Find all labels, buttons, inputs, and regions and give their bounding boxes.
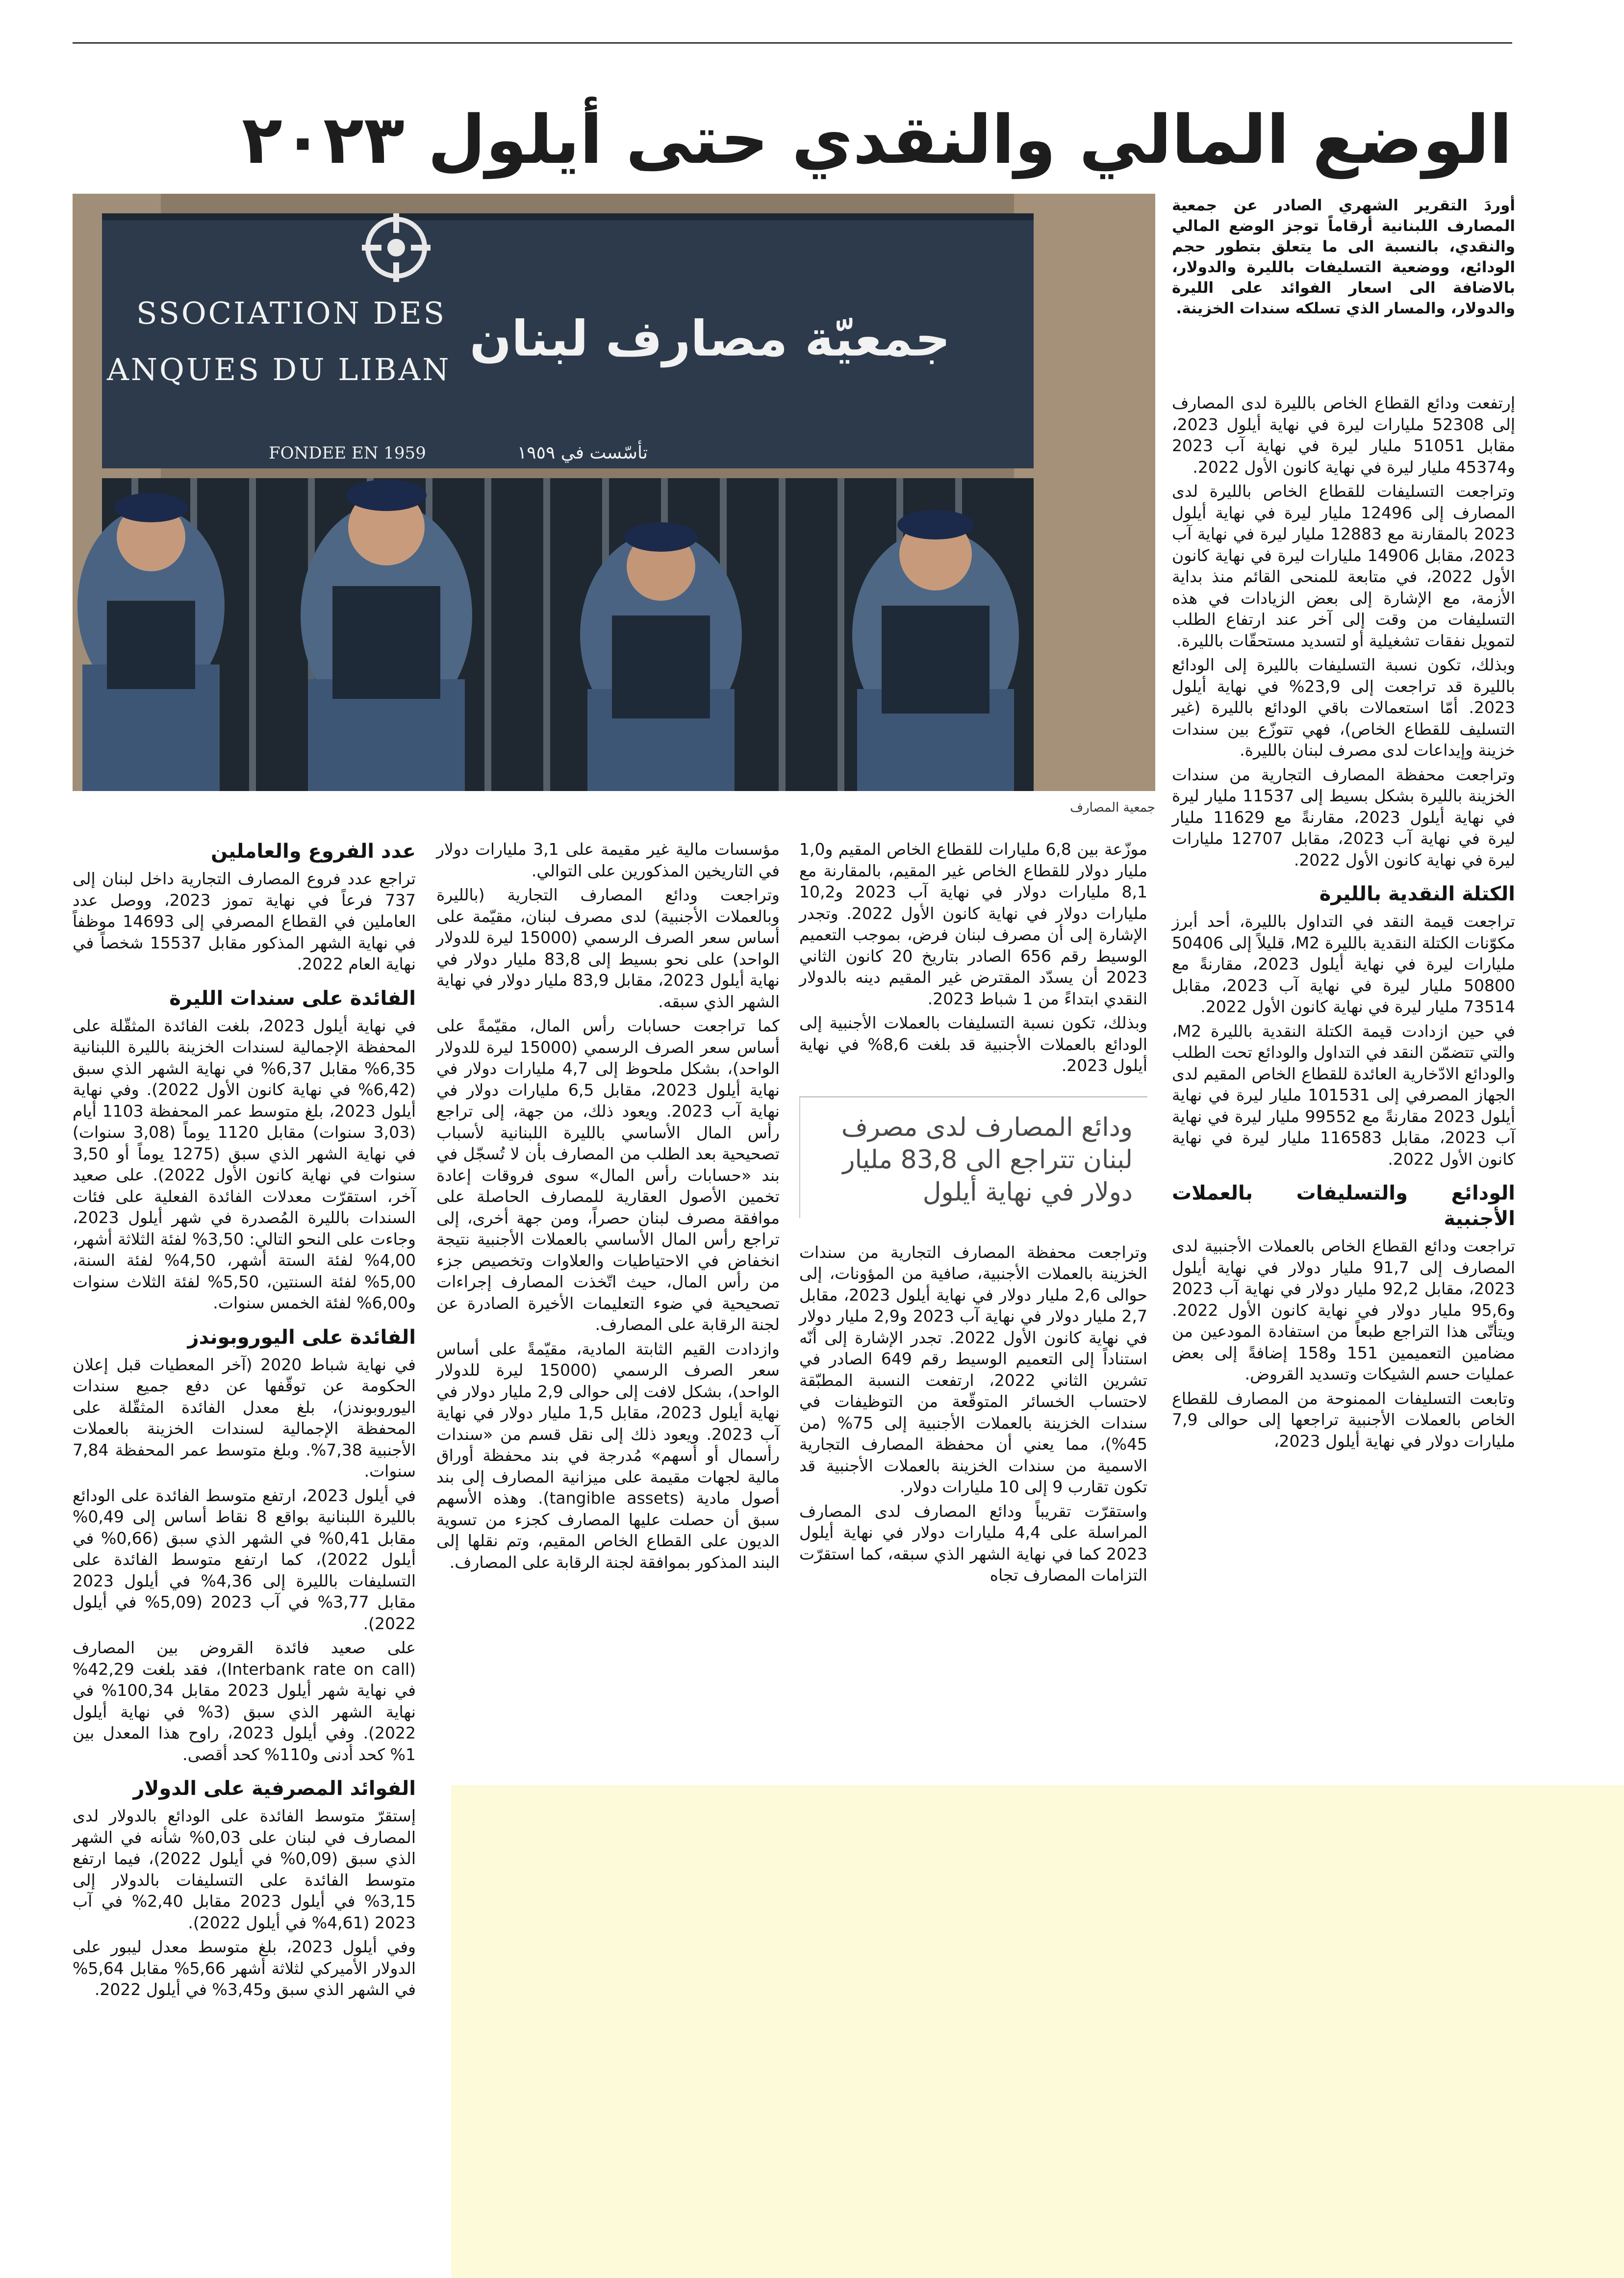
paragraph: في نهاية شباط 2020 (آخر المعطيات قبل إعلان الحكومة عن توقّفها عن دفع جميع سندات اليوروبوندز)، بلغ معدل الفائدة المثقّلة على المحفظة الإجمالية لسندات الخزينة بالعملات الأجنبية 7,38%. وبلغ متوسط عمر المحفظة 7,84 سنوات. (73, 1355, 416, 1481)
section-heading: الفائدة على سندات الليرة (169, 987, 416, 1010)
paragraph: في أيلول 2023، ارتفع متوسط الفائدة على الودائع بالليرة اللبنانية بواقع 8 نقاط أساس إلى 0,49% مقابل 0,41% في الشهر الذي سبق (0,66% في أيلول 2022)، كما ارتفع متوسط الفائدة على التسليفات بالليرة إلى 4,36% في أيلول 2023 مقابل 3,77% في آب 2023 (5,09% في أيلول 2022). (73, 1485, 416, 1633)
guard-figure (77, 493, 225, 791)
article-column-1 (1172, 392, 1515, 1455)
paragraph: تراجعت ودائع القطاع الخاص بالعملات الأجنبية لدى المصارف إلى 91,7 مليار دولار في نهاية أيلول 2023، مقابل 92,2 مليار دولار في نهاية آب 2023 و95,6 مليار دولار في نهاية كانون الأول 2022. ويتأتّى هذا التراجع طبعاً من استفادة المودعين من مضامين التعميمين 151 و158 إضافةً إلى بعض عمليات حسم الشيكات وتسديد القروض. (1172, 1236, 1516, 1383)
paragraph: وتراجعت ودائع المصارف التجارية (بالليرة وبالعملات الأجنبية) لدى مصرف لبنان، مقيّمة على أساس سعر الصرف الرسمي (15000 ليرة للدولار الواحد) على نحو بسيط إلى 83,8 مليار دولار في نهاية أيلول 2023، مقابل 83,9 مليار دولار في نهاية الشهر الذي سبقه. (436, 885, 780, 1011)
article-column-3 (436, 839, 780, 1576)
paragraph: تراجعت قيمة النقد في التداول بالليرة، أحد أبرز مكوّنات الكتلة النقدية بالليرة M2، قليلاً إلى 50406 مليارات ليرة في نهاية أيلول 2023، مقارنةً مع 50800 مليار ليرة في نهاية آب 2023، مقابل 73514 مليار ليرة في نهاية كانون الأول 2022. (1172, 912, 1516, 1016)
paragraph: على صعيد فائدة القروض بين المصارف (Interbank rate on call)، فقد بلغت 42,29% في نهاية شهر أيلول 2023 مقابل 100,34% في نهاية الشهر الذي سبق (3% في نهاية أيلول 2022). وفي أيلول 2023، راوح هذا المعدل بين 1% كحد أدنى و110% كحد أقصى. (73, 1638, 416, 1764)
sign-arabic: جمعيّة مصارف لبنان (469, 310, 951, 367)
sign-french-line1: SSOCIATION DES (136, 295, 447, 331)
sign-tassasat: تأسّست في ١٩٥٩ (517, 443, 648, 463)
section-heading: الفوائد المصرفية على الدولار (133, 1777, 416, 1800)
paragraph: وبذلك، تكون نسبة التسليفات بالليرة إلى الودائع بالليرة قد تراجعت إلى 23,9% في نهاية أيلول 2023. أمّا استعمالات باقي الودائع بالليرة (غير التسليف للقطاع الخاص)، فهي تتوزّع بين سندات خزينة وإيداعات لدى مصرف لبنان بالليرة. (1172, 655, 1515, 760)
paragraph: وبذلك، تكون نسبة التسليفات بالعملات الأجنبية إلى الودائع بالعملات الأجنبية قد بلغت 8,6% في نهاية أيلول 2023. (799, 1013, 1147, 1075)
paragraph: إستقرّ متوسط الفائدة على الودائع بالدولار لدى المصارف في لبنان على 0,03% شأنه في الشهر الذي سبق (0,09% في أيلول 2022)، فيما ارتفع متوسط الفائدة على التسليفات بالدولار إلى 3,15% في أيلول 2023 مقابل 2,40% في آب 2023 (4,61% في أيلول 2022). (73, 1806, 416, 1932)
section-heading: الكتلة النقدية بالليرة (1319, 883, 1515, 905)
paragraph: في حين ازدادت قيمة الكتلة النقدية بالليرة M2، والتي تتضمّن النقد في التداول والودائع تحت الطلب والودائع الادّخارية العائدة للقطاع الخاص المقيم لدى الجهاز المصرفي إلى 101531 مليار ليرة في نهاية أيلول 2023 مقارنةً مع 99552 مليار ليرة في نهاية آب 2023، مقابل 116583 مليار ليرة في نهاية كانون الأول 2022. (1172, 1021, 1515, 1169)
top-rule (73, 42, 1512, 44)
paragraph: موزّعة بين 6,8 مليارات للقطاع الخاص المقيم و1,0 مليار دولار للقطاع الخاص غير المقيم، بالمقارنة مع 8,1 مليارات دولار في نهاية آب 2023 و10,2 مليارات دولار في نهاية كانون الأول 2022. وتجدر الإشارة إلى أن مصرف لبنان فرض، بموجب التعميم الوسيط رقم 656 الصادر بتاريخ 20 كانون الثاني 2023 أن يسدّد المقترض غير المقيم دينه بالدولار النقدي ابتداءً من 1 شباط 2023. (799, 840, 1147, 1008)
paragraph: مؤسسات مالية غير مقيمة على 3,1 مليارات دولار في التاريخين المذكورين على التوالي. (436, 840, 780, 880)
paragraph: وتراجعت محفظة المصارف التجارية من سندات الخزينة بالليرة بشكل بسيط إلى 11537 مليار ليرة في نهاية أيلول 2023، مقارنةً مع 11629 مليار ليرة في نهاية آب 2023، مقابل 12707 مليارات ليرة في نهاية كانون الأول 2022. (1172, 765, 1515, 870)
photo-caption: جمعية المصارف (1070, 800, 1155, 815)
lead-paragraph: أوردَ التقرير الشهري الصادر عن جمعية المصارف اللبنانية أرقاماً توجز الوضع المالي والنقدي، بالنسبة الى ما يتعلق بتطور حجم الودائع، ووضعية التسليفات بالليرة والدولار، بالاضافة الى اسعار الفوائد على الليرة والدولار، والمسار الذي تسلكه سندات الخزينة. (1172, 197, 1515, 317)
paragraph: إرتفعت ودائع القطاع الخاص بالليرة لدى المصارف إلى 52308 مليارات ليرة في نهاية أيلول 2023، مقابل 51051 مليار ليرة في نهاية آب 2023 و45374 مليار ليرة في نهاية كانون الأول 2022. (1172, 393, 1516, 477)
guard-figure (580, 522, 742, 791)
section-heading: عدد الفروع والعاملين (210, 840, 416, 863)
paragraph: تراجع عدد فروع المصارف التجارية داخل لبنان إلى 737 فرعاً في نهاية تموز 2023، ووصل عدد العاملين في القطاع المصرفي إلى 14693 موظفاً في نهاية الشهر المذكور مقابل 15537 شخصاً في نهاية العام 2022. (73, 869, 416, 973)
article-column-4 (73, 839, 416, 2003)
section-heading: الفائدة على اليوروبوندز (187, 1326, 416, 1349)
paragraph: واستقرّت تقريباً ودائع المصارف لدى المصارف المراسلة على 4,4 مليارات دولار في نهاية أيلول 2023 كما في نهاية الشهر الذي سبقه، كما استقرّت التزامات المصارف تجاه (799, 1501, 1148, 1585)
paragraph: وتراجعت التسليفات للقطاع الخاص بالليرة لدى المصارف إلى 12496 مليار ليرة في نهاية أيلول 2023 بالمقارنة مع 12883 مليار ليرة في نهاية آب 2023، مقابل 14906 مليارات ليرة في نهاية كانون الأول 2022، في متابعة للمنحى القائم منذ بداية الأزمة، مع الإشارة إلى بعض الزيادات في هذه التسليفات من وقت إلى آخر عند ارتفاع الطلب لتمويل نفقات تشغيلية أو لتسديد مستحقّات بالليرة. (1172, 482, 1515, 650)
page-headline: الوضع المالي والنقدي حتى أيلول ٢٠٢٣ (241, 102, 1512, 179)
sign-french-line2: ANQUES DU LIBAN (107, 352, 451, 387)
paragraph: في نهاية أيلول 2023، بلغت الفائدة المثقّلة على المحفظة الإجمالية لسندات الخزينة بالليرة اللبنانية 6,35% مقابل 6,37% في نهاية الشهر الذي سبق (6,42% في نهاية كانون الأول 2022). وفي نهاية أيلول 2023، بلغ متوسط عمر المحفظة 1103 أيام (3,03 سنوات) مقابل 1120 يوماً (3,08 سنوات) في نهاية الشهر الذي سبق (1275 يوماً أو 3,50 سنوات في نهاية كانون الأول 2022). على صعيد آخر، استقرّت معدلات الفائدة الفعلية على فئات السندات بالليرة المُصدرة في شهر أيلول 2023، وجاءت على النحو التالي: 3,50% لفئة الثلاثة أشهر، 4,00% لفئة الستة أشهر، 4,50% لفئة السنة، 5,00% لفئة السنتين، 5,50% لفئة الثلاث سنوات و6,00% لفئة الخمس سنوات. (73, 1016, 416, 1312)
bank-association-photo (73, 194, 1155, 791)
paragraph: وتابعت التسليفات الممنوحة من المصارف للقطاع الخاص بالعملات الأجنبية تراجعها إلى حوالى 7,9 مليارات دولار في نهاية أيلول 2023، (1172, 1388, 1515, 1451)
sign-fondee: FONDEE EN 1959 (269, 443, 426, 463)
section-heading: الودائع والتسليفات بالعملات الأجنبية (1172, 1182, 1515, 1230)
paragraph: وفي أيلول 2023، بلغ متوسط معدل ليبور على الدولار الأميركي لثلاثة أشهر 5,66% مقابل 5,64% في الشهر الذي سبق و3,45% في أيلول 2022. (73, 1937, 416, 1999)
paragraph: كما تراجعت حسابات رأس المال، مقيّمةً على أساس سعر الصرف الرسمي (15000 ليرة للدولار الواحد)، بشكل ملحوظ إلى 4,7 مليارات دولار في نهاية أيلول 2023، مقابل 6,5 مليارات دولار في نهاية آب 2023. ويعود ذلك، من جهة، إلى تراجع رأس المال الأساسي بالليرة اللبنانية لأسباب تصحيحية بعد الطلب من المصارف بأن لا تُسجّل في بند «حسابات رأس المال» سوى فروقات إعادة تخمين الأصول العقارية للمصارف الحاصلة على موافقة مصرف لبنان حصراً، ومن جهة أخرى، إلى تراجع رأس المال الأساسي بالعملات الأجنبية نتيجة انخفاض في الاحتياطيات والعلاوات وتخصيص جزء من رأس المال، حيث اتّخذت المصارف إجراءات تصحيحية في ضوء التعليمات الأخيرة الصادرة عن لجنة الرقابة على المصارف. (436, 1016, 780, 1334)
pull-quote: ودائع المصارف لدى مصرف لبنان تتراجع الى 83,8 مليار دولار في نهاية أيلول (799, 1096, 1147, 1218)
paragraph: وازدادت القيم الثابتة المادية، مقيّمةً على أساس سعر الصرف الرسمي (15000 ليرة للدولار الواحد)، بشكل لافت إلى حوالى 2,9 مليار دولار في نهاية أيلول 2023، مقابل 1,5 مليار دولار في نهاية آب 2023. ويعود ذلك إلى نقل قسم من «سندات رأسمال أو أسهم» مُدرجة في بند محفظة أوراق مالية لجهات مقيمة على ميزانية المصارف إلى بند أصول مادية (tangible assets). وهذه الأسهم سبق أن حصلت عليها المصارف كجزء من تسوية الديون على القطاع الخاص المقيم، وتم نقلها إلى البند المذكور بموافقة لجنة الرقابة على المصارف. (436, 1339, 780, 1572)
article-column-2 (799, 839, 1147, 1589)
yellow-ad-block (451, 1785, 1624, 2278)
paragraph: وتراجعت محفظة المصارف التجارية من سندات الخزينة بالعملات الأجنبية، صافية من المؤونات، إلى حوالى 2,6 مليار دولار في نهاية أيلول 2023، مقابل 2,7 مليار دولار في نهاية آب 2023 و2,9 مليار دولار في نهاية كانون الأول 2022. تجدر الإشارة إلى أنّه استناداً إلى التعميم الوسيط رقم 649 الصادر في تشرين الثاني 2022، ارتفعت النسبة المطبّقة لاحتساب الخسائر المتوقّعة من التوظيفات في سندات الخزينة بالعملات الأجنبية إلى 75% (من 45%)، مما يعني أن محفظة المصارف التجارية الاسمية من سندات الخزينة بالعملات الأجنبية قد تكون تقارب 9 إلى 10 مليارات دولار. (799, 1242, 1148, 1496)
